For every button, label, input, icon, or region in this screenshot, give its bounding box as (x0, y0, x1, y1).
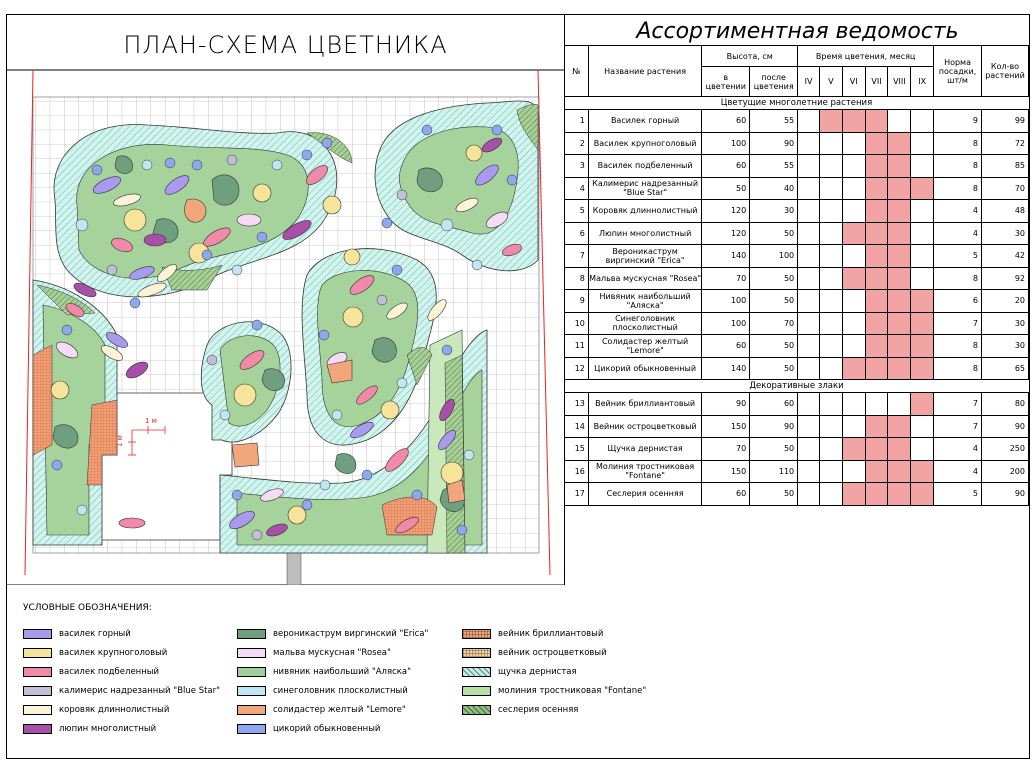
plant-name: Вероникаструм виргинский "Erica" (588, 245, 701, 268)
row-number: 3 (565, 155, 589, 178)
bloom-month-on (911, 335, 934, 358)
bloom-month-off (911, 132, 934, 155)
legend-swatch (462, 629, 491, 639)
bloom-month-on (842, 267, 865, 290)
row-number: 4 (565, 177, 589, 200)
height-bloom: 150 (702, 460, 750, 483)
bloom-month-on (865, 132, 888, 155)
height-after: 50 (750, 267, 798, 290)
bloom-month-off (798, 290, 820, 313)
bloom-month-off (798, 393, 820, 416)
bloom-month-off (842, 290, 865, 313)
height-after: 90 (750, 415, 798, 438)
table-row (565, 438, 1029, 461)
bloom-month-on (865, 222, 888, 245)
col-num: № (565, 46, 589, 97)
table-row (565, 460, 1029, 483)
bloom-month-off (819, 222, 842, 245)
plant-name: Люпин многолистный (588, 222, 701, 245)
legend-item (237, 648, 391, 658)
height-bloom: 100 (702, 312, 750, 335)
planting-norm: 4 (934, 460, 982, 483)
bloom-month-on (888, 460, 911, 483)
plant-name: Сеслерия осенняя (588, 483, 701, 506)
plant-name: Солидастер желтый "Lemore" (588, 335, 701, 358)
flowerbed-plan (7, 15, 564, 585)
col-month: IX (911, 67, 934, 97)
bloom-month-off (842, 155, 865, 178)
bloom-month-off (819, 245, 842, 268)
legend-swatch (23, 705, 52, 715)
plant-count: 92 (981, 267, 1028, 290)
height-after: 110 (750, 460, 798, 483)
col-height-after: после цветения (750, 67, 798, 97)
height-bloom: 50 (702, 177, 750, 200)
planting-norm: 8 (934, 335, 982, 358)
bloom-month-off (798, 415, 820, 438)
bloom-month-on (865, 460, 888, 483)
height-after: 50 (750, 483, 798, 506)
col-month: IV (798, 67, 820, 97)
plant-count: 42 (981, 245, 1028, 268)
plant-name: Василек горный (588, 110, 701, 133)
planting-norm: 9 (934, 110, 982, 133)
bloom-month-on (865, 177, 888, 200)
row-number: 1 (565, 110, 589, 133)
bloom-month-off (842, 415, 865, 438)
bloom-month-on (888, 267, 911, 290)
bloom-month-off (865, 393, 888, 416)
svg-text:1 м: 1 м (116, 435, 124, 447)
height-after: 50 (750, 222, 798, 245)
col-month: VIII (888, 67, 911, 97)
bloom-month-off (819, 312, 842, 335)
height-bloom: 70 (702, 267, 750, 290)
bloom-month-off (798, 245, 820, 268)
bloom-month-on (865, 357, 888, 380)
table-row (565, 290, 1029, 313)
legend-swatch (237, 648, 266, 658)
bloom-month-off (798, 357, 820, 380)
row-number: 15 (565, 438, 589, 461)
legend-swatch (462, 705, 491, 715)
bloom-month-off (819, 155, 842, 178)
bloom-month-on (865, 290, 888, 313)
legend-swatch (23, 724, 52, 734)
bloom-month-off (842, 460, 865, 483)
legend-swatch (23, 629, 52, 639)
legend-label: мальва мускусная "Rosea" (273, 648, 391, 658)
legend-label: солидастер желтый "Lemore" (273, 705, 406, 715)
dimension-label: 1 м (145, 417, 157, 425)
table-row (565, 222, 1029, 245)
bloom-month-on (888, 312, 911, 335)
bloom-month-off (798, 110, 820, 133)
table-row (565, 415, 1029, 438)
bloom-month-off (819, 415, 842, 438)
height-bloom: 90 (702, 393, 750, 416)
planting-norm: 7 (934, 312, 982, 335)
height-after: 90 (750, 132, 798, 155)
bloom-month-off (842, 335, 865, 358)
bloom-month-off (911, 155, 934, 178)
legend-label: василек крупноголовый (59, 648, 168, 658)
table-row (565, 357, 1029, 380)
legend-swatch (237, 705, 266, 715)
planting-norm: 7 (934, 415, 982, 438)
bloom-month-off (842, 200, 865, 223)
height-bloom: 60 (702, 483, 750, 506)
plant-name: Нивяник наибольший "Аляска" (588, 290, 701, 313)
bloom-month-on (865, 155, 888, 178)
height-after: 50 (750, 290, 798, 313)
bloom-month-off (798, 200, 820, 223)
bloom-month-on (865, 245, 888, 268)
bloom-month-off (819, 393, 842, 416)
legend-item (23, 705, 169, 715)
bloom-month-on (865, 267, 888, 290)
plant-name: Калимерис надрезанный "Blue Star" (588, 177, 701, 200)
legend-swatch (462, 648, 491, 658)
col-name: Название растения (588, 46, 701, 97)
height-bloom: 100 (702, 132, 750, 155)
legend-swatch (462, 667, 491, 677)
bloom-month-off (911, 222, 934, 245)
bloom-month-off (888, 393, 911, 416)
legend-label: калимерис надрезанный "Blue Star" (59, 686, 221, 696)
height-after: 30 (750, 200, 798, 223)
row-number: 7 (565, 245, 589, 268)
row-number: 2 (565, 132, 589, 155)
plant-name: Мальва мускусная "Rosea" (588, 267, 701, 290)
bloom-month-on (888, 155, 911, 178)
height-after: 50 (750, 438, 798, 461)
legend-swatch (23, 648, 52, 658)
table-row (565, 177, 1029, 200)
bloom-month-off (819, 132, 842, 155)
bloom-month-off (798, 155, 820, 178)
bloom-month-off (798, 335, 820, 358)
bloom-month-on (888, 335, 911, 358)
height-after: 55 (750, 110, 798, 133)
legend-item (462, 629, 603, 639)
table-row (565, 483, 1029, 506)
legend-item (237, 705, 406, 715)
height-after: 100 (750, 245, 798, 268)
bloom-month-on (865, 110, 888, 133)
height-bloom: 100 (702, 290, 750, 313)
plant-count: 30 (981, 222, 1028, 245)
bloom-month-on (888, 200, 911, 223)
bloom-month-on (911, 483, 934, 506)
row-number: 12 (565, 357, 589, 380)
bloom-month-off (819, 200, 842, 223)
legend-swatch (462, 686, 491, 696)
legend-swatch (23, 686, 52, 696)
col-height-bloom: в цветении (702, 67, 750, 97)
bloom-month-off (842, 312, 865, 335)
plant-count: 20 (981, 290, 1028, 313)
table-row (565, 312, 1029, 335)
plant-name: Синеголовник плосколистный (588, 312, 701, 335)
plant-count: 85 (981, 155, 1028, 178)
bloom-month-on (842, 110, 865, 133)
legend-item (237, 724, 380, 734)
table-row (565, 155, 1029, 178)
legend-swatch (23, 667, 52, 677)
bloom-month-off (842, 177, 865, 200)
col-bloom: Время цветения, месяц (798, 46, 934, 67)
bloom-month-off (911, 200, 934, 223)
legend-swatch (237, 667, 266, 677)
bloom-month-on (911, 177, 934, 200)
row-number: 16 (565, 460, 589, 483)
legend-title: УСЛОВНЫЕ ОБОЗНАЧЕНИЯ: (23, 603, 152, 613)
planting-norm: 8 (934, 132, 982, 155)
table-row (565, 110, 1029, 133)
col-month: VI (842, 67, 865, 97)
legend-item (237, 629, 428, 639)
bloom-month-on (865, 335, 888, 358)
planting-norm: 5 (934, 483, 982, 506)
row-number: 10 (565, 312, 589, 335)
plant-count: 30 (981, 312, 1028, 335)
table-row (565, 393, 1029, 416)
bloom-month-on (888, 290, 911, 313)
plant-count: 72 (981, 132, 1028, 155)
plant-count: 90 (981, 415, 1028, 438)
height-bloom: 120 (702, 200, 750, 223)
legend-item (23, 686, 220, 696)
legend-label: люпин многолистный (59, 724, 157, 734)
bloom-month-on (865, 483, 888, 506)
legend-label: вейник остроцветковый (498, 648, 607, 658)
bloom-month-off (911, 245, 934, 268)
bloom-month-off (888, 110, 911, 133)
bloom-month-off (819, 335, 842, 358)
planting-norm: 7 (934, 393, 982, 416)
bloom-month-off (819, 267, 842, 290)
row-number: 14 (565, 415, 589, 438)
bloom-month-off (798, 483, 820, 506)
height-after: 40 (750, 177, 798, 200)
bloom-month-on (911, 357, 934, 380)
legend-swatch (237, 629, 266, 639)
plant-count: 250 (981, 438, 1028, 461)
plant-name: Коровяк длиннолистный (588, 200, 701, 223)
legend-swatch (237, 724, 266, 734)
bloom-month-on (842, 483, 865, 506)
legend-item (23, 667, 159, 677)
bloom-month-on (888, 245, 911, 268)
legend-label: сеслерия осенняя (498, 705, 579, 715)
bloom-month-on (842, 222, 865, 245)
planting-norm: 4 (934, 438, 982, 461)
bloom-month-on (911, 290, 934, 313)
legend-label: цикорий обыкновенный (273, 724, 381, 734)
bloom-month-off (842, 245, 865, 268)
legend-swatch (237, 686, 266, 696)
bloom-month-on (911, 460, 934, 483)
planting-norm: 8 (934, 267, 982, 290)
plan-title: ПЛАН-СХЕМА ЦВЕТНИКА (123, 31, 448, 59)
table-row (565, 267, 1029, 290)
bloom-month-on (911, 312, 934, 335)
bloom-month-on (819, 110, 842, 133)
height-bloom: 140 (702, 357, 750, 380)
height-bloom: 140 (702, 245, 750, 268)
assortment-table (564, 45, 1029, 506)
bloom-month-off (798, 267, 820, 290)
section-header: Декоративные злаки (565, 380, 1029, 393)
bloom-month-off (911, 267, 934, 290)
legend-label: молиния тростниковая "Fontane" (498, 686, 647, 696)
bloom-month-on (888, 483, 911, 506)
bloom-month-on (865, 312, 888, 335)
plant-name: Вейник остроцветковый (588, 415, 701, 438)
plant-count: 48 (981, 200, 1028, 223)
legend-label: синеголовник плосколистный (273, 686, 408, 696)
bloom-month-on (911, 393, 934, 416)
height-bloom: 70 (702, 438, 750, 461)
planting-norm: 4 (934, 222, 982, 245)
legend-item (462, 648, 607, 658)
bloom-month-on (888, 415, 911, 438)
bloom-month-off (911, 110, 934, 133)
plant-name: Цикорий обыкновенный (588, 357, 701, 380)
bloom-month-off (798, 177, 820, 200)
height-bloom: 60 (702, 110, 750, 133)
plant-count: 200 (981, 460, 1028, 483)
col-height: Высота, см (702, 46, 798, 67)
bloom-month-off (819, 438, 842, 461)
planting-norm: 6 (934, 290, 982, 313)
legend-item (237, 667, 411, 677)
row-number: 17 (565, 483, 589, 506)
table-row (565, 335, 1029, 358)
row-number: 9 (565, 290, 589, 313)
drawing-sheet (6, 14, 1030, 759)
plant-name: Василек крупноголовый (588, 132, 701, 155)
bloom-month-on (865, 200, 888, 223)
bloom-month-off (911, 438, 934, 461)
bloom-month-off (911, 415, 934, 438)
planting-norm: 8 (934, 155, 982, 178)
bloom-month-on (888, 357, 911, 380)
bloom-month-on (865, 415, 888, 438)
section-header: Цветущие многолетние растения (565, 97, 1029, 110)
legend-label: коровяк длиннолистный (59, 705, 170, 715)
row-number: 8 (565, 267, 589, 290)
planting-norm: 8 (934, 357, 982, 380)
height-after: 55 (750, 155, 798, 178)
col-month: VII (865, 67, 888, 97)
bloom-month-on (888, 438, 911, 461)
bloom-month-off (819, 483, 842, 506)
col-norm: Норма посадки, шт/м (934, 46, 982, 97)
planting-norm: 5 (934, 245, 982, 268)
bloom-month-off (819, 357, 842, 380)
bloom-month-on (842, 438, 865, 461)
legend-item (462, 686, 646, 696)
height-after: 60 (750, 393, 798, 416)
table-row (565, 200, 1029, 223)
bloom-month-on (888, 177, 911, 200)
row-number: 11 (565, 335, 589, 358)
bloom-month-off (798, 222, 820, 245)
plant-name: Щучка дернистая (588, 438, 701, 461)
legend-label: василек горный (59, 629, 131, 639)
bloom-month-on (842, 357, 865, 380)
plant-count: 80 (981, 393, 1028, 416)
plant-count: 70 (981, 177, 1028, 200)
bloom-month-off (798, 132, 820, 155)
plant-count: 90 (981, 483, 1028, 506)
legend-item (462, 667, 577, 677)
legend-label: василек подбеленный (59, 667, 160, 677)
bloom-month-on (888, 132, 911, 155)
height-after: 70 (750, 312, 798, 335)
bloom-month-off (819, 460, 842, 483)
planting-norm: 4 (934, 200, 982, 223)
bloom-month-on (865, 438, 888, 461)
plant-count: 65 (981, 357, 1028, 380)
col-month: V (819, 67, 842, 97)
legend-item (23, 629, 131, 639)
legend-item (23, 648, 167, 658)
plant-name: Вейник бриллиантовый (588, 393, 701, 416)
planting-norm: 8 (934, 177, 982, 200)
plant-count: 30 (981, 335, 1028, 358)
row-number: 5 (565, 200, 589, 223)
table-row (565, 132, 1029, 155)
height-after: 50 (750, 335, 798, 358)
bloom-month-off (798, 312, 820, 335)
bloom-month-off (819, 177, 842, 200)
legend-item (23, 724, 156, 734)
bloom-month-off (842, 132, 865, 155)
height-bloom: 60 (702, 335, 750, 358)
table-row (565, 245, 1029, 268)
bloom-month-off (798, 438, 820, 461)
row-number: 13 (565, 393, 589, 416)
height-bloom: 60 (702, 155, 750, 178)
legend-label: щучка дернистая (498, 667, 577, 677)
table-title: Ассортиментная ведомость (636, 19, 959, 44)
bloom-month-off (842, 393, 865, 416)
plant-name: Молиния тростниковая "Fontane" (588, 460, 701, 483)
legend-item (237, 686, 408, 696)
plant-name: Василек подбеленный (588, 155, 701, 178)
row-number: 6 (565, 222, 589, 245)
col-count: Кол-во растений (981, 46, 1028, 97)
bloom-month-off (819, 290, 842, 313)
height-bloom: 120 (702, 222, 750, 245)
bloom-month-on (888, 222, 911, 245)
legend-label: вейник бриллиантовый (498, 629, 604, 639)
bloom-month-off (798, 460, 820, 483)
height-after: 50 (750, 357, 798, 380)
legend-item (462, 705, 578, 715)
legend-label: вероникаструм виргинский "Erica" (273, 629, 429, 639)
height-bloom: 150 (702, 415, 750, 438)
legend-label: нивяник наибольший "Аляска" (273, 667, 412, 677)
plant-count: 99 (981, 110, 1028, 133)
